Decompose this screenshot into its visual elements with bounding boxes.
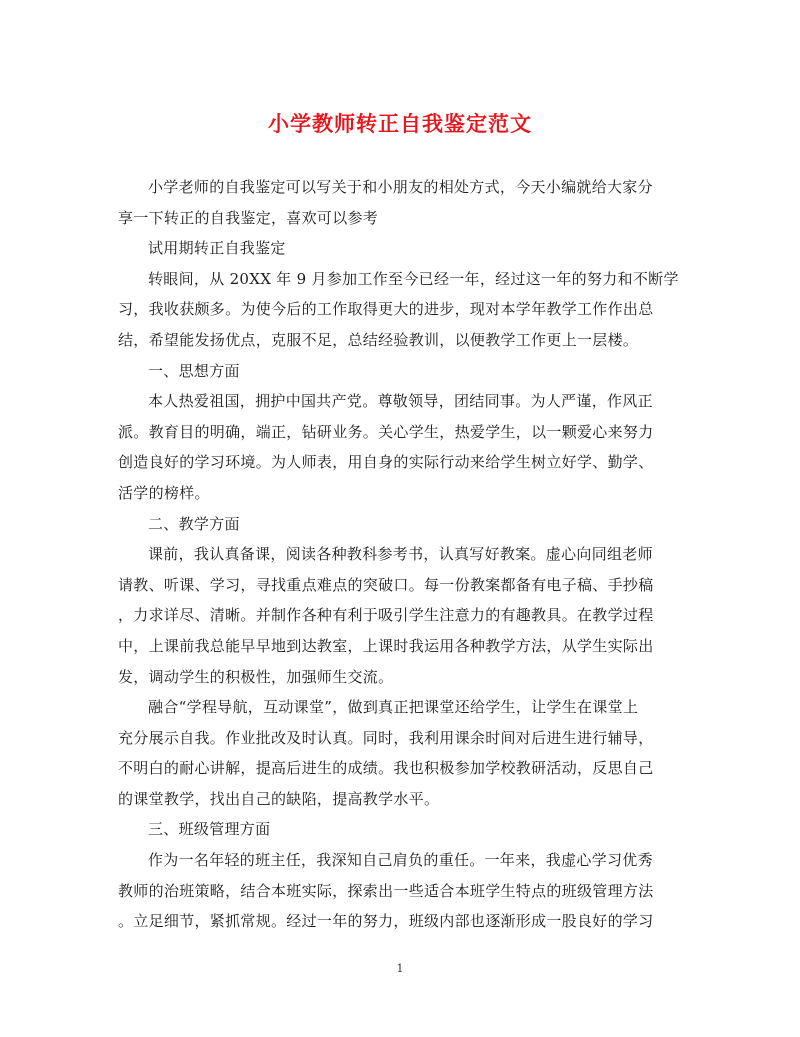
paragraph-line: 课前，我认真备课，阅读各种教科参考书，认真写好教案。虚心向同组老师 (148, 545, 653, 564)
paragraph-line: 小学老师的自我鉴定可以写关于和小朋友的相处方式，今天小编就给大家分 (148, 178, 653, 196)
page-number: 1 (396, 962, 404, 975)
paragraph-line: 教师的治班策略，结合本班实际，探索出一些适合本班学生特点的班级管理方法 (118, 881, 654, 900)
paragraph-line: 本人热爱祖国，拥护中国共产党。尊敬领导，团结同事。为人严谨，作风正 (148, 392, 653, 411)
paragraph-line: 中，上课前我总能早早地到达教室，上课时我运用各种教学方法，从学生实际出 (118, 636, 654, 655)
paragraph-line: 创造良好的学习环境。为人师表，用自身的实际行动来给学生树立好学、勤学、 (118, 453, 654, 472)
document-body (118, 172, 684, 937)
paragraph-line: 作为一名年轻的班主任，我深知自己肩负的重任。一年来，我虚心学习优秀 (148, 851, 653, 870)
section-heading: 三、班级管理方面 (148, 820, 271, 839)
section-heading: 一、思想方面 (148, 361, 240, 380)
paragraph-line: 派。教育目的明确，端正，钻研业务。关心学生，热爱学生，以一颗爱心来努力 (118, 422, 654, 441)
paragraph-line: 的课堂教学，找出自己的缺陷，提高教学水平。 (118, 789, 440, 808)
paragraph-line: 。立足细节，紧抓常规。经过一年的努力，班级内部也逐渐形成一股良好的学习 (118, 912, 654, 931)
paragraph-line: 不明白的耐心讲解，提高后进生的成绩。我也积极参加学校教研活动，反思自己 (118, 759, 654, 778)
paragraph-line: 融合“学程导航，互动课堂”，做到真正把课堂还给学生，让学生在课堂上 (148, 698, 639, 717)
paragraph-line: ，力求详尽、清晰。并制作各种有利于吸引学生注意力的有趣教具。在教学过程 (118, 606, 654, 625)
paragraph-line: 请教、听课、学习，寻找重点难点的突破口。每一份教案都备有电子稿、手抄稿 (118, 575, 654, 594)
section-heading: 二、教学方面 (148, 514, 240, 533)
section-heading: 试用期转正自我鉴定 (148, 239, 286, 258)
document-title: 小学教师转正自我鉴定范文 (268, 111, 532, 136)
paragraph-line: 习，我收获颇多。为使今后的工作取得更大的进步，现对本学年教学工作作出总 (118, 300, 654, 319)
paragraph-line: 活学的榜样。 (118, 483, 210, 502)
paragraph-line: 充分展示自我。作业批改及时认真。同时，我利用课余时间对后进生进行辅导， (118, 728, 654, 747)
paragraph-line: 结，希望能发扬优点，克服不足，总结经验教训，以便教学工作更上一层楼。 (118, 330, 639, 349)
paragraph-line: 发，调动学生的积极性，加强师生交流。 (118, 667, 394, 686)
paragraph-line: 享一下转正的自我鉴定，喜欢可以参考 (118, 208, 379, 227)
paragraph-line: 转眼间，从 20XX 年 9 月参加工作至今已经一年，经过这一年的努力和不断学 (148, 269, 679, 288)
